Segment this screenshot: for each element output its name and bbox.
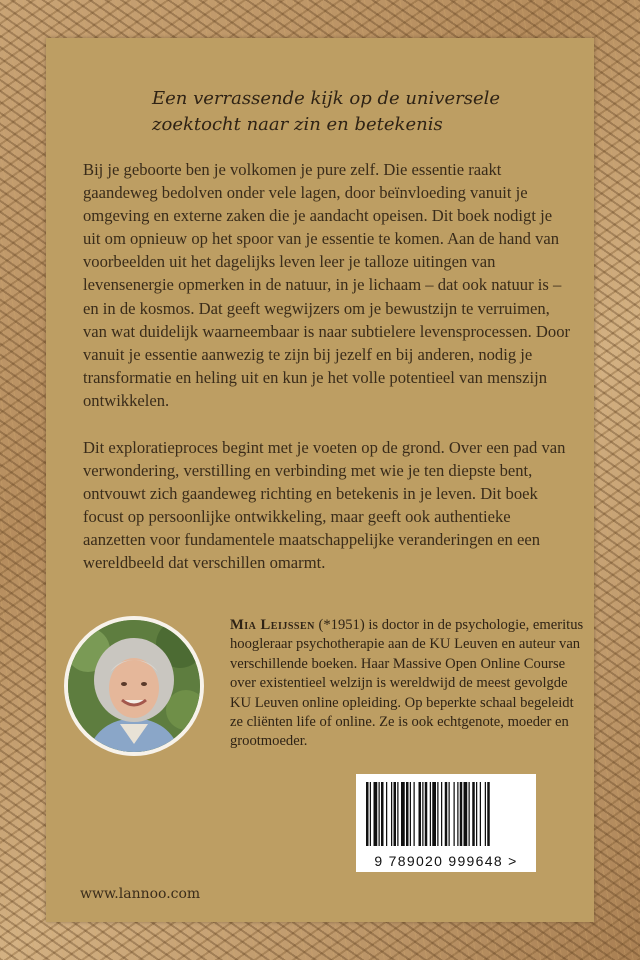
cover-subtitle: Een verrassende kijk op de universele zoektocht naar zin en betekenis bbox=[152, 88, 501, 135]
author-bio bbox=[230, 616, 590, 752]
barcode-bars bbox=[366, 782, 526, 846]
author-photo bbox=[64, 616, 204, 756]
blurb-paragraph-1: Bij je geboorte ben je volkomen je pure zelf. Die essentie raakt gaandeweg bedolven onder vele lagen, door beïnvloeding vanuit je omgeving en externe zaken die je aandacht opeisen. Dit boek nodigt je uit om opnieuw op het spoor van je essentie te komen. Aan de hand van voorbeelden uit het dagelijks leven leer je talloze uitingen van levensenergie opmerken in de natuur, in je lichaam – dat ook natuur is – en in de kosmos. Dat geeft wegwijzers om je bewustzijn te verruimen, van wat duidelijk waarneembaar is naar subtielere levensprocessen. Door vanuit je essentie aanwezig te zijn bij jezelf en bij anderen, nodig je transformatie en heling uit en kun je het volle potentieel van menszijn ontwikkelen. bbox=[83, 160, 571, 410]
publisher-website: www.lannoo.com bbox=[80, 886, 201, 902]
author-name: Mia Leijssen bbox=[230, 617, 315, 633]
isbn-barcode bbox=[356, 774, 536, 872]
isbn-number: 9 789020 999648 > bbox=[374, 853, 518, 869]
author-bio-text: (*1951) is doctor in de psychologie, emeritus hoogleraar psychotherapie aan de KU Leuven en auteur van verschillende boeken. Haar Massive Open Online Course over existentieel welzijn is wereldwijd de meest gevolgde KU Leuven online opleiding. Op beperkte schaal begeleidt ze cliënten life of online. Ze is ook echtgenote, moeder en grootmoeder. bbox=[230, 617, 584, 750]
blurb-paragraph-2: Dit exploratieproces begint met je voeten op de grond. Over een pad van verwondering, verstilling en verbinding met wie je ten diepste bent, ontvouwt zich gaandeweg richting en betekenis in je leven. Dit boek focust op persoonlijke ontwikkeling, maar geeft ook authentieke aanzetten voor fundamentele maatschappelijke veranderingen en een wereldbeeld dat verschillen omarmt. bbox=[83, 438, 566, 573]
